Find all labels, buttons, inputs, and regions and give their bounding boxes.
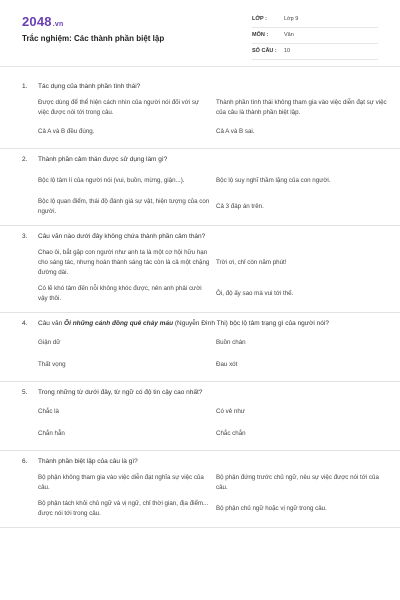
question-number: 5. (22, 389, 28, 396)
answer-option[interactable]: Chao ôi, bắt gặp con người như anh ta là một cơ hội hữu hạn cho sáng tác, nhưng hoàn thành sáng tác còn là cả một chặng đường dài. (38, 249, 210, 276)
answer-option[interactable]: Thành phần tình thái không tham gia vào việc diễn đạt sự việc của câu là thành phần biệt lập. (216, 99, 387, 116)
question-number: 1. (22, 83, 28, 90)
question-item (0, 313, 400, 382)
question-item (0, 226, 400, 313)
question-text: Thành phần cảm thán được sử dụng làm gì? (38, 156, 168, 163)
answer-option[interactable]: Bộ phận đứng trước chủ ngữ, nêu sự việc được nói tới của câu. (216, 474, 379, 491)
page-title: Trắc nghiệm: Các thành phần biệt lập (22, 34, 165, 43)
logo-main: 2048 (22, 14, 52, 29)
answer-option[interactable]: Cả 3 đáp án trên. (216, 203, 264, 210)
answer-option[interactable]: Buồn chán (216, 339, 246, 346)
question-number: 6. (22, 458, 28, 465)
answer-option[interactable]: Thất vọng (38, 361, 66, 368)
answer-option[interactable]: Ôi, độ ấy sao mà vui tới thế. (216, 290, 294, 297)
question-text: Trong những từ dưới đây, từ ngữ có độ tin cậy cao nhất? (38, 389, 203, 396)
question-stem (0, 155, 400, 165)
question-number: 3. (22, 233, 28, 240)
question-text-after: (Nguyễn Đình Thi) bộc lộ tâm trạng gì của người nói? (173, 320, 329, 327)
question-number: 4. (22, 320, 28, 327)
answer-options (0, 335, 400, 373)
answer-option[interactable]: Bộ phận chủ ngữ hoặc vị ngữ trong câu. (216, 505, 327, 512)
worksheet-meta (252, 14, 378, 62)
meta-value: 10 (284, 48, 291, 54)
answer-option[interactable]: Bộ phận tách khỏi chủ ngữ và vị ngữ, chỉ thời gian, địa điểm... được nói tới trong câu. (38, 500, 209, 517)
meta-label: MÔN : (252, 32, 269, 38)
question-text-before: Câu văn (38, 320, 65, 327)
answer-option[interactable]: Chắn hẳn (38, 430, 65, 437)
answer-options (0, 248, 400, 304)
answer-options (0, 473, 400, 519)
meta-row-class (252, 14, 378, 28)
meta-row-subject (252, 30, 378, 44)
question-stem (0, 232, 400, 242)
answer-option[interactable]: Bộc lộ tâm lí của người nói (vui, buồn, mừng, giận...). (38, 177, 185, 184)
answer-option[interactable]: Giận dữ (38, 339, 61, 346)
answer-option[interactable]: Chắc chắn (216, 430, 246, 437)
question-item (0, 149, 400, 226)
site-logo[interactable] (22, 14, 63, 29)
header-divider (0, 66, 400, 67)
meta-label: LỚP : (252, 16, 267, 22)
meta-value: Lớp 9 (284, 16, 299, 22)
answer-option[interactable]: Có vẻ như (216, 408, 245, 415)
answer-option[interactable]: Có lẽ khó tâm đến nỗi không khóc được, nên anh phải cười vậy thôi. (38, 285, 202, 302)
meta-row-count (252, 46, 378, 60)
question-stem (0, 388, 400, 398)
worksheet-header (0, 0, 400, 64)
quoted-phrase: Ôi những cánh đồng quê chảy máu (64, 320, 174, 327)
question-text: Câu văn nào dưới đây không chứa thành phần cảm thán? (38, 233, 206, 240)
answer-options (0, 98, 400, 140)
answer-option[interactable]: Cả A và B sai. (216, 128, 255, 135)
answer-option[interactable]: Được dùng để thể hiện cách nhìn của người nói đối với sự việc được nói tới trong câu. (38, 99, 200, 116)
question-item (0, 76, 400, 149)
question-item (0, 451, 400, 528)
question-list (0, 76, 400, 528)
logo-suffix: .vn (52, 21, 64, 28)
answer-option[interactable]: Bộc lộ suy nghĩ thầm lặng của con người. (216, 177, 331, 184)
meta-value: Văn (284, 32, 294, 38)
question-stem (0, 82, 400, 92)
answer-option[interactable]: Chắc là (38, 408, 59, 415)
question-number: 2. (22, 156, 28, 163)
answer-option[interactable]: Bộ phận không tham gia vào việc diễn đạt nghĩa sự việc của câu. (38, 474, 204, 491)
answer-option[interactable]: Bộc lộ quan điểm, thái độ đánh giá sự vật, hiện tượng của con người. (38, 198, 210, 215)
meta-label: SỐ CÂU : (252, 48, 277, 54)
answer-options (0, 404, 400, 442)
question-text: Tác dụng của thành phần tình thái? (38, 83, 141, 90)
answer-option[interactable]: Đau xót (216, 361, 238, 368)
question-item (0, 382, 400, 451)
answer-option[interactable]: Trời ơi, chỉ còn năm phút! (216, 259, 287, 266)
answer-options (0, 171, 400, 217)
answer-option[interactable]: Cả A và B đều đúng. (38, 128, 95, 135)
question-stem (0, 319, 400, 329)
question-text: Thành phần biệt lập của câu là gì? (38, 458, 138, 465)
question-stem (0, 457, 400, 467)
